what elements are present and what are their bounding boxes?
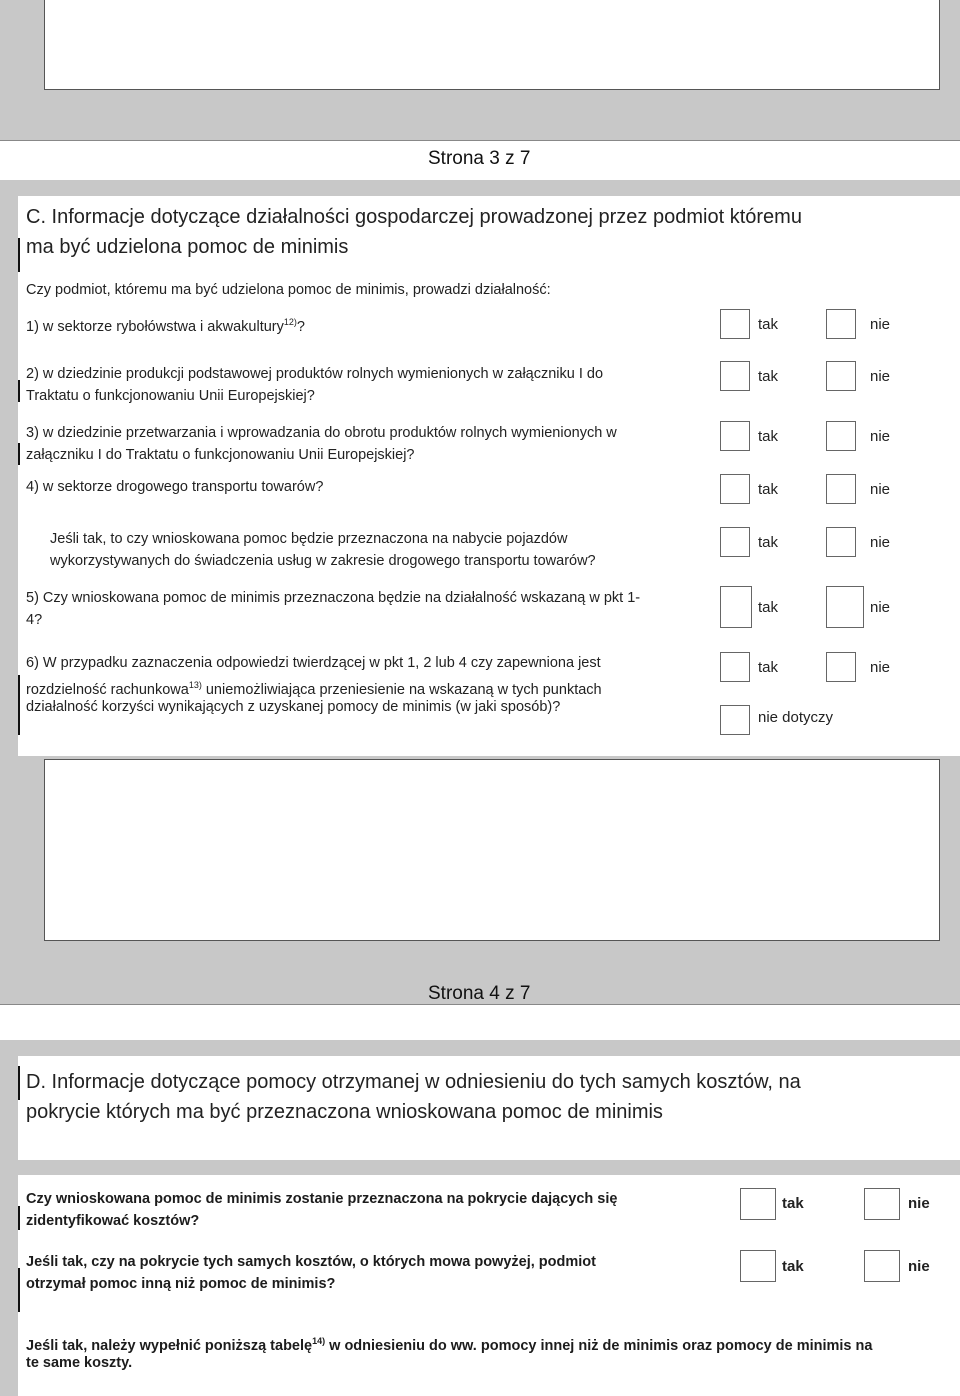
d-q1-no-label: nie: [908, 1195, 930, 1212]
q3-no-label: nie: [870, 428, 891, 445]
d-q2-no-checkbox[interactable]: [864, 1250, 900, 1282]
footnote-ref: 14): [312, 1336, 326, 1346]
q1-no-label: nie: [870, 316, 891, 333]
d-note-line-2: te same koszty.: [26, 1355, 133, 1371]
question-1: [26, 311, 305, 338]
q5-no-label: nie: [870, 599, 891, 616]
q3-marker: [18, 443, 20, 465]
question-2-line-2: Traktatu o funkcjonowaniu Unii Europejskiej?: [26, 388, 315, 404]
question-6-line-1: 6) W przypadku zaznaczenia odpowiedzi twierdzącej w pkt 1, 2 lub 4 czy zapewniona jest: [26, 655, 601, 671]
intro-question: Czy podmiot, któremu ma być udzielona pomoc de minimis, prowadzi działalność:: [26, 282, 551, 298]
q4a-no-label: nie: [870, 534, 891, 551]
q5-yes-checkbox[interactable]: [720, 586, 752, 628]
q4-no-checkbox[interactable]: [826, 474, 856, 504]
q3-no-checkbox[interactable]: [826, 421, 856, 451]
d-q1-no-checkbox[interactable]: [864, 1188, 900, 1220]
page-number: Strona 3 z 7: [428, 148, 531, 169]
q5-no-checkbox[interactable]: [826, 586, 864, 628]
page-number: Strona 4 z 7: [428, 983, 531, 1004]
q4a-yes-checkbox[interactable]: [720, 527, 750, 557]
d-q2-yes-checkbox[interactable]: [740, 1250, 776, 1282]
section-d-marker: [18, 1066, 20, 1100]
question-5-line-2: 4?: [26, 612, 43, 628]
page-number-band: [0, 1004, 960, 1042]
d-note-line-1: [26, 1330, 872, 1357]
q6-na-label: nie dotyczy: [758, 709, 834, 726]
q2-yes-label: tak: [758, 368, 779, 385]
footnote-ref: 12): [283, 317, 297, 327]
q6-answer-textarea[interactable]: [44, 759, 940, 941]
q2-no-checkbox[interactable]: [826, 361, 856, 391]
d-note-line-1a: Jeśli tak, należy wypełnić poniższą tabelę: [26, 1337, 313, 1354]
q1-no-checkbox[interactable]: [826, 309, 856, 339]
question-4a-line-2: wykorzystywanych do świadczenia usług w zakresie drogowego transportu towarów?: [50, 553, 596, 569]
q4-yes-label: tak: [758, 481, 779, 498]
q2-yes-checkbox[interactable]: [720, 361, 750, 391]
d-q2-marker: [18, 1268, 20, 1312]
q2-marker: [18, 380, 20, 402]
q6-marker: [18, 675, 20, 735]
question-4a-line-1: Jeśli tak, to czy wnioskowana pomoc będzie przeznaczona na nabycie pojazdów: [50, 531, 568, 547]
q4a-yes-label: tak: [758, 534, 779, 551]
section-c-title-2: ma być udzielona pomoc de minimis: [26, 236, 349, 258]
q4-no-label: nie: [870, 481, 891, 498]
question-1-tail: ?: [296, 318, 305, 335]
question-2-line-1: 2) w dziedzinie produkcji podstawowej produktów rolnych wymienionych w załączniku I do: [26, 366, 604, 382]
question-1-text: 1) w sektorze rybołówstwa i akwakultury: [26, 318, 284, 335]
d-q2-yes-label: tak: [782, 1258, 804, 1275]
d-note-line-1b: w odniesieniu do ww. pomocy innej niż de minimis oraz pomocy de minimis na: [325, 1337, 873, 1354]
q6-na-checkbox[interactable]: [720, 705, 750, 735]
d-q1-marker: [18, 1206, 20, 1230]
d-q1-yes-checkbox[interactable]: [740, 1188, 776, 1220]
section-d-title-1: D. Informacje dotyczące pomocy otrzymanej w odniesieniu do tych samych kosztów, na: [26, 1071, 801, 1093]
question-3-line-1: 3) w dziedzinie przetwarzania i wprowadzania do obrotu produktów rolnych wymienionych w: [26, 425, 617, 441]
question-5-line-1: 5) Czy wnioskowana pomoc de minimis przeznaczona będzie na działalność wskazaną w pkt 1-: [26, 590, 641, 606]
section-d-title-2: pokrycie których ma być przeznaczona wnioskowana pomoc de minimis: [26, 1101, 663, 1123]
q3-yes-checkbox[interactable]: [720, 421, 750, 451]
question-6-line-2a: rozdzielność rachunkowa: [26, 681, 189, 698]
section-c-title-1: C. Informacje dotyczące działalności gospodarczej prowadzonej przez podmiot któremu: [26, 206, 802, 228]
q6-no-label: nie: [870, 659, 891, 676]
q4-yes-checkbox[interactable]: [720, 474, 750, 504]
d-question-2-line-1: Jeśli tak, czy na pokrycie tych samych kosztów, o których mowa powyżej, podmiot: [26, 1254, 596, 1270]
q6-yes-checkbox[interactable]: [720, 652, 750, 682]
section-c-marker: [18, 238, 20, 272]
q4a-no-checkbox[interactable]: [826, 527, 856, 557]
question-6-line-3: działalność korzyści wynikających z uzyskanej pomocy de minimis (w jaki sposób)?: [26, 699, 561, 715]
q6-no-checkbox[interactable]: [826, 652, 856, 682]
d-q1-yes-label: tak: [782, 1195, 804, 1212]
question-3-line-2: załączniku I do Traktatu o funkcjonowaniu Unii Europejskiej?: [26, 447, 415, 463]
footnote-ref: 13): [188, 680, 202, 690]
d-question-2-line-2: otrzymał pomoc inną niż pomoc de minimis?: [26, 1276, 336, 1292]
d-question-1-line-1: Czy wnioskowana pomoc de minimis zostanie przeznaczona na pokrycie dających się: [26, 1191, 618, 1207]
q5-yes-label: tak: [758, 599, 779, 616]
q2-no-label: nie: [870, 368, 891, 385]
answer-textarea-top[interactable]: [44, 0, 940, 90]
q6-yes-label: tak: [758, 659, 779, 676]
question-6-line-2b: uniemożliwiająca przeniesienie na wskazaną w tych punktach: [201, 681, 602, 698]
question-4: 4) w sektorze drogowego transportu towarów?: [26, 479, 324, 495]
q1-yes-label: tak: [758, 316, 779, 333]
d-q2-no-label: nie: [908, 1258, 930, 1275]
q3-yes-label: tak: [758, 428, 779, 445]
d-question-1-line-2: zidentyfikować kosztów?: [26, 1213, 200, 1229]
q1-yes-checkbox[interactable]: [720, 309, 750, 339]
